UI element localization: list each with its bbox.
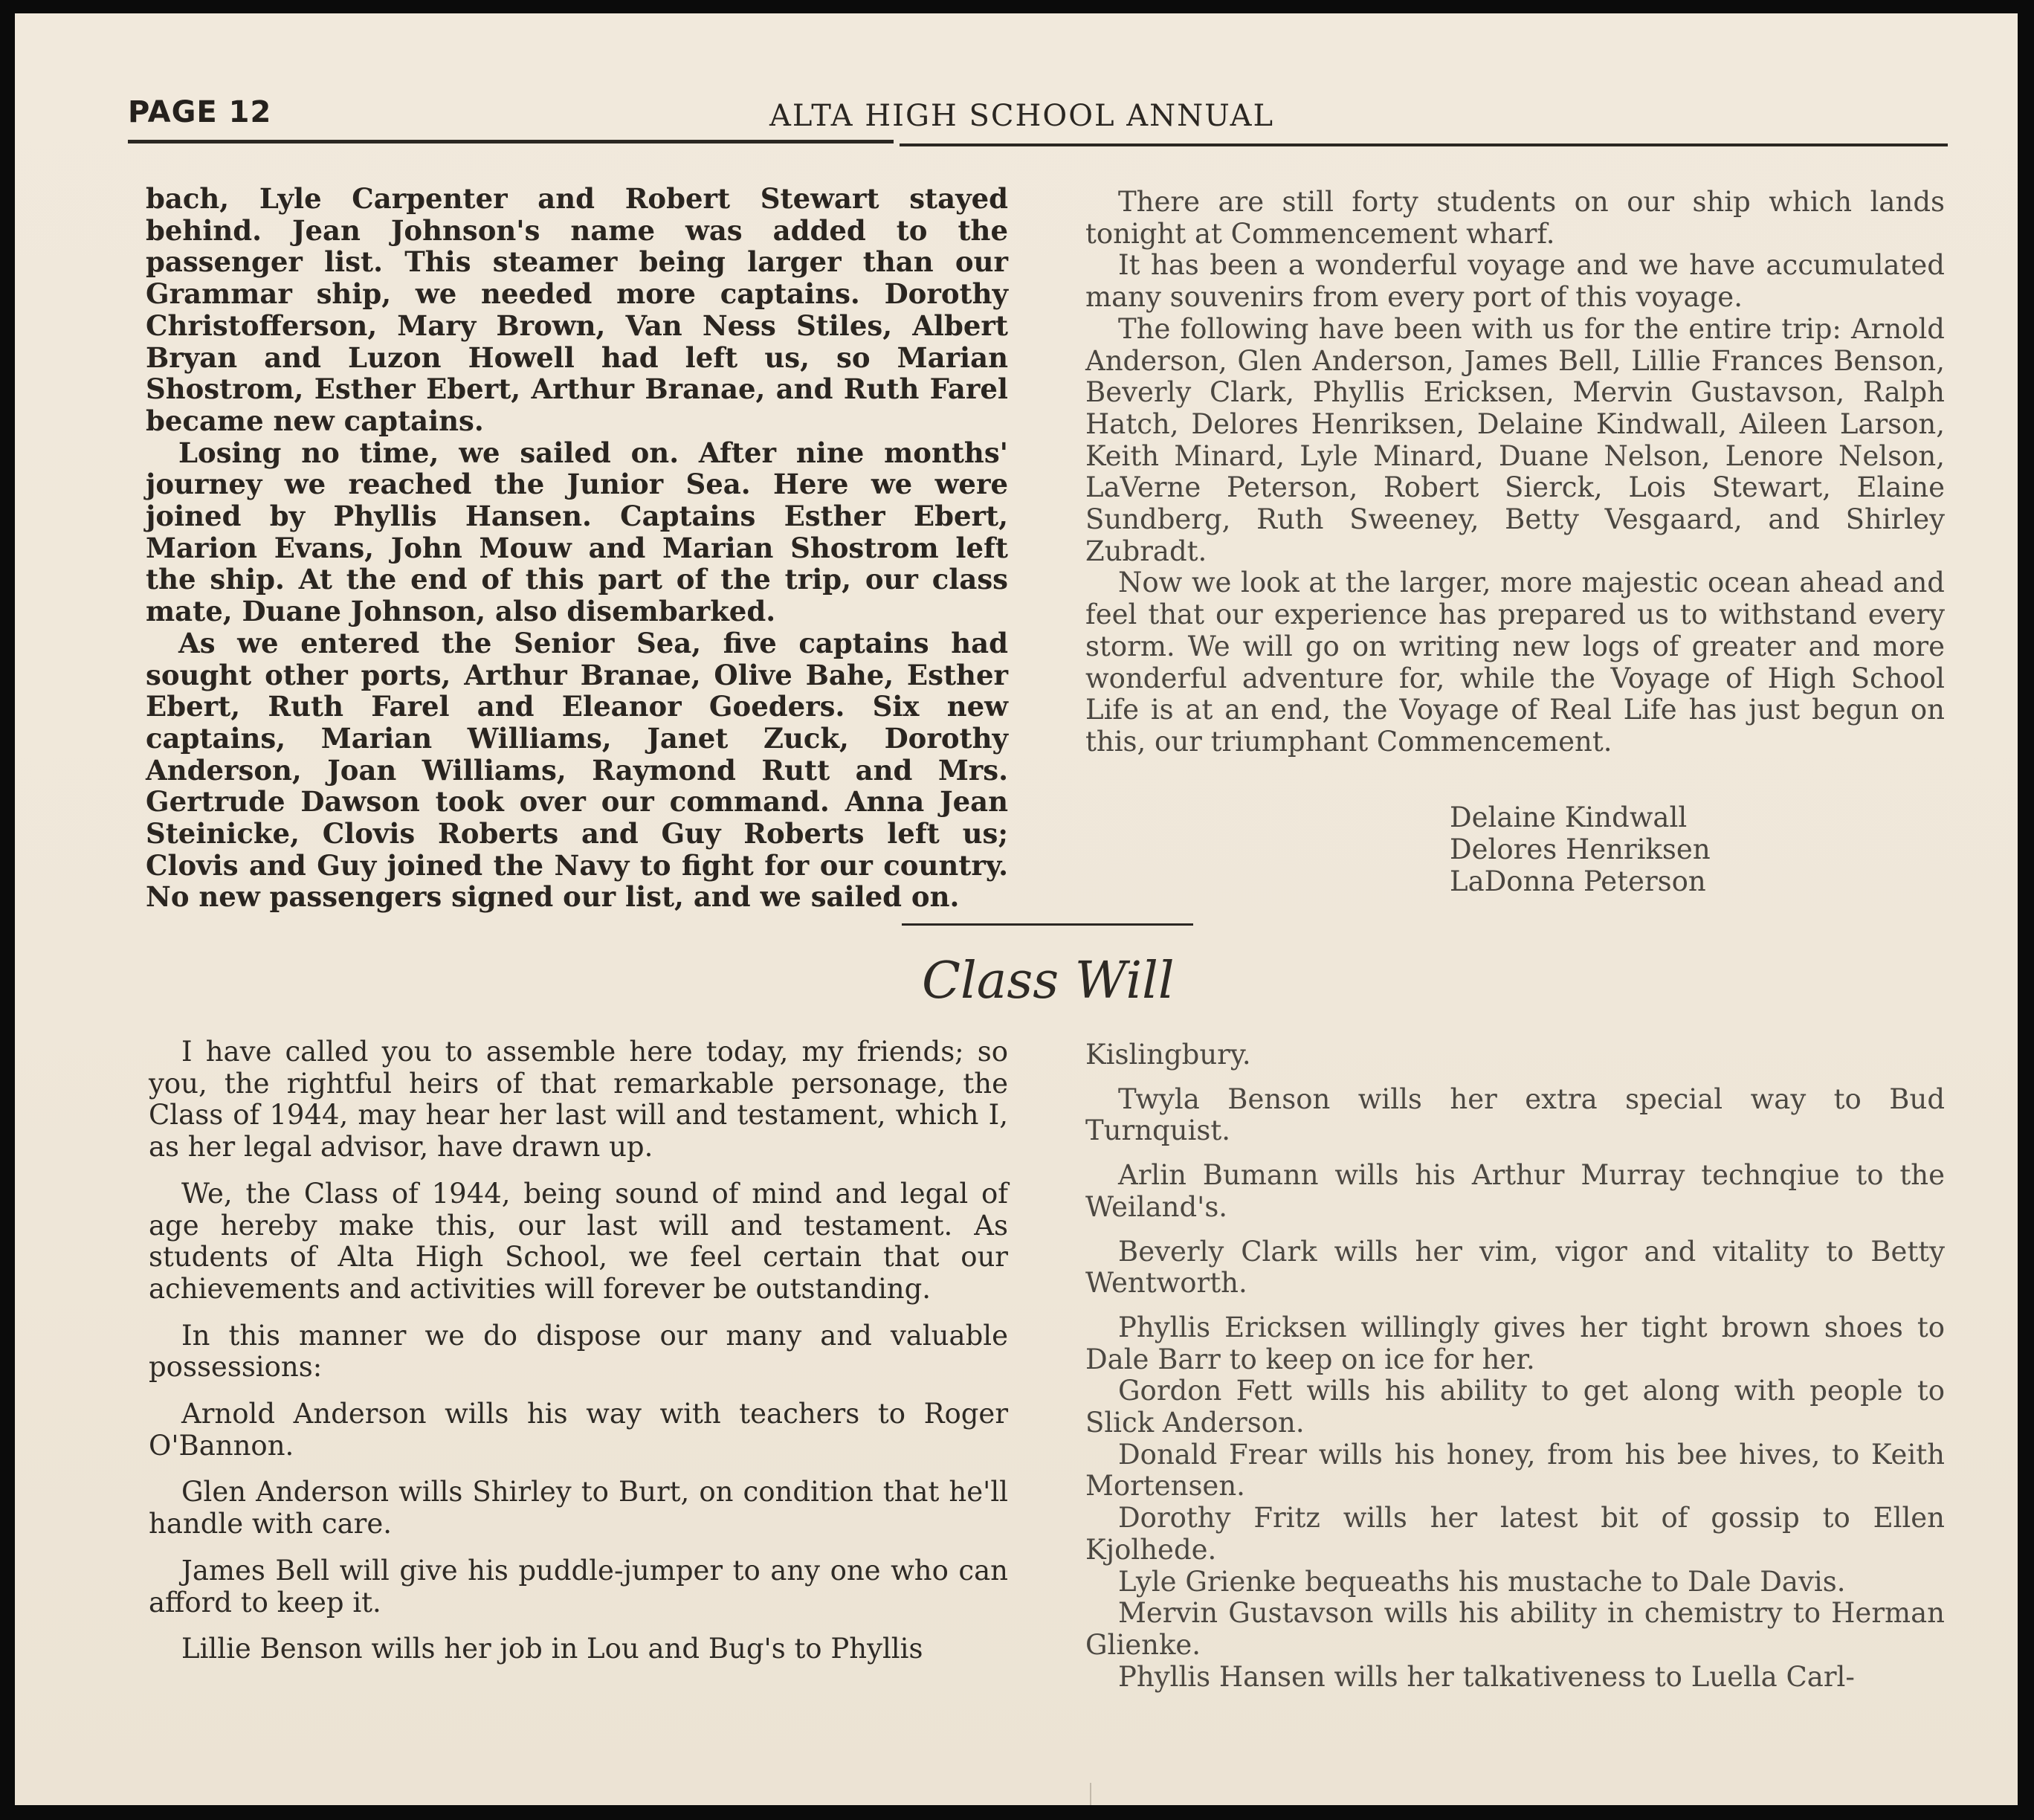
section-title: Class Will <box>922 952 1175 1010</box>
document-page <box>15 13 2018 1805</box>
will-bequest: Glen Anderson wills Shirley to Burt, on condition that he'll handle with care. <box>149 1476 1008 1540</box>
history-paragraph: It has been a wonderful voyage and we have accumulated many souvenirs from every port of this voyage. <box>1085 249 1945 314</box>
will-bequest: Donald Frear wills his honey, from his bee hives, to Keith Mortensen. <box>1085 1438 1945 1503</box>
will-column-left <box>149 1036 1008 1680</box>
section-divider <box>902 923 1193 926</box>
history-column-left <box>146 183 1008 913</box>
will-bequest: Arlin Bumann wills his Arthur Murray technqiue to the Weiland's. <box>1085 1159 1945 1223</box>
will-column-right <box>1085 1039 1945 1693</box>
will-bequest: Gordon Fett wills his ability to get along with people to Slick Anderson. <box>1085 1375 1945 1439</box>
author-signatures <box>1450 801 1711 897</box>
signature-name: Delores Henriksen <box>1450 833 1711 865</box>
history-paragraph: As we entered the Senior Sea, five captains had sought other ports, Arthur Branae, Olive Bahe, Esther Ebert, Ruth Farel and Eleanor Goeders. Six new captains, Marian Williams, Janet Zuck, Dorothy Anderson, Joan Williams, Raymond Rutt and Mrs. Gertrude Dawson took over our command. Anna Jean Steinicke, Clovis Roberts and Guy Roberts left us; Clovis and Guy joined the Navy to fight for our country. No new passengers signed our list, and we sailed on. <box>146 626 1008 914</box>
will-paragraph: In this manner we do dispose our many and valuable possessions: <box>149 1319 1008 1384</box>
signature-name: LaDonna Peterson <box>1450 865 1706 897</box>
header-rule-left <box>128 140 894 143</box>
will-bequest: Beverly Clark wills her vim, vigor and vitality to Betty Wentworth. <box>1085 1235 1945 1300</box>
history-paragraph: bach, Lyle Carpenter and Robert Stewart stayed behind. Jean Johnson's name was added to the passenger list. This steamer being larger than our Grammar ship, we needed more captains. Dorothy Christofferson, Mary Brown, Van Ness Stiles, Albert Bryan and Luzon Howell had left us, so Marian Shostrom, Esther Ebert, Arthur Branae, and Ruth Farel became new captains. <box>146 182 1008 437</box>
will-bequest: Arnold Anderson wills his way with teachers to Roger O'Bannon. <box>149 1398 1008 1462</box>
history-paragraph: The following have been with us for the entire trip: Arnold Anderson, Glen Anderson, James Bell, Lillie Frances Benson, Beverly Clark, Phyllis Ericksen, Mervin Gustavson, Ralph Hatch, Delores Henriksen, Delaine Kindwall, Aileen Larson, Keith Minard, Lyle Minard, Duane Nelson, Lenore Nelson, LaVerne Peterson, Robert Sierck, Lois Stewart, Elaine Sundberg, Ruth Sweeney, Betty Vesgaard, and Shirley Zubradt. <box>1085 312 1945 567</box>
will-bequest: Twyla Benson wills her extra special way to Bud Turnquist. <box>1085 1082 1945 1147</box>
publication-title: ALTA HIGH SCHOOL ANNUAL <box>769 99 1275 133</box>
history-paragraph: Now we look at the larger, more majestic ocean ahead and feel that our experience has prepared us to withstand every storm. We will go on writing new logs of greater and more wonderful adventure for, while the Voyage of High School Life is at an end, the Voyage of Real Life has just begun on this, our triumphant Commencement. <box>1085 567 1945 758</box>
will-bequest: Mervin Gustavson wills his ability in chemistry to Herman Glienke. <box>1085 1597 1945 1661</box>
will-continuation: Kislingbury. <box>1085 1039 1251 1071</box>
page-number: PAGE 12 <box>128 95 272 129</box>
signature-name: Delaine Kindwall <box>1450 801 1688 833</box>
will-paragraph: I have called you to assemble here today, my friends; so you, the rightful heirs of that remarkable personage, the Class of 1944, may hear her last will and testament, which I, as her legal advisor, have drawn up. <box>149 1036 1008 1164</box>
will-bequest: Phyllis Ericksen willingly gives her tight brown shoes to Dale Barr to keep on ice for her. <box>1085 1311 1945 1375</box>
will-bequest: James Bell will give his puddle-jumper to any one who can afford to keep it. <box>149 1554 1008 1619</box>
will-bequest: Lyle Grienke bequeaths his mustache to Dale Davis. <box>1118 1565 1846 1598</box>
will-bequest: Lillie Benson wills her job in Lou and Bug's to Phyllis <box>181 1633 923 1665</box>
will-paragraph: We, the Class of 1944, being sound of mind and legal of age hereby make this, our last will and testament. As students of Alta High School, we feel certain that our achievements and activities will forever be outstanding. <box>149 1177 1008 1305</box>
history-column-right <box>1085 187 1945 758</box>
will-bequest: Dorothy Fritz wills her latest bit of gossip to Ellen Kjolhede. <box>1085 1502 1945 1566</box>
history-paragraph: Losing no time, we sailed on. After nine months' journey we reached the Junior Sea. Here we were joined by Phyllis Hansen. Captains Esther Ebert, Marion Evans, John Mouw and Marian Shostrom left the ship. At the end of this part of the trip, our class mate, Duane Johnson, also disembarked. <box>146 436 1008 628</box>
paper-crease <box>1090 1783 1091 1805</box>
history-paragraph: There are still forty students on our ship which lands tonight at Commencement wharf. <box>1085 186 1945 250</box>
header-rule-right <box>900 143 1948 146</box>
will-bequest: Phyllis Hansen wills her talkativeness to Luella Carl- <box>1118 1660 1855 1693</box>
